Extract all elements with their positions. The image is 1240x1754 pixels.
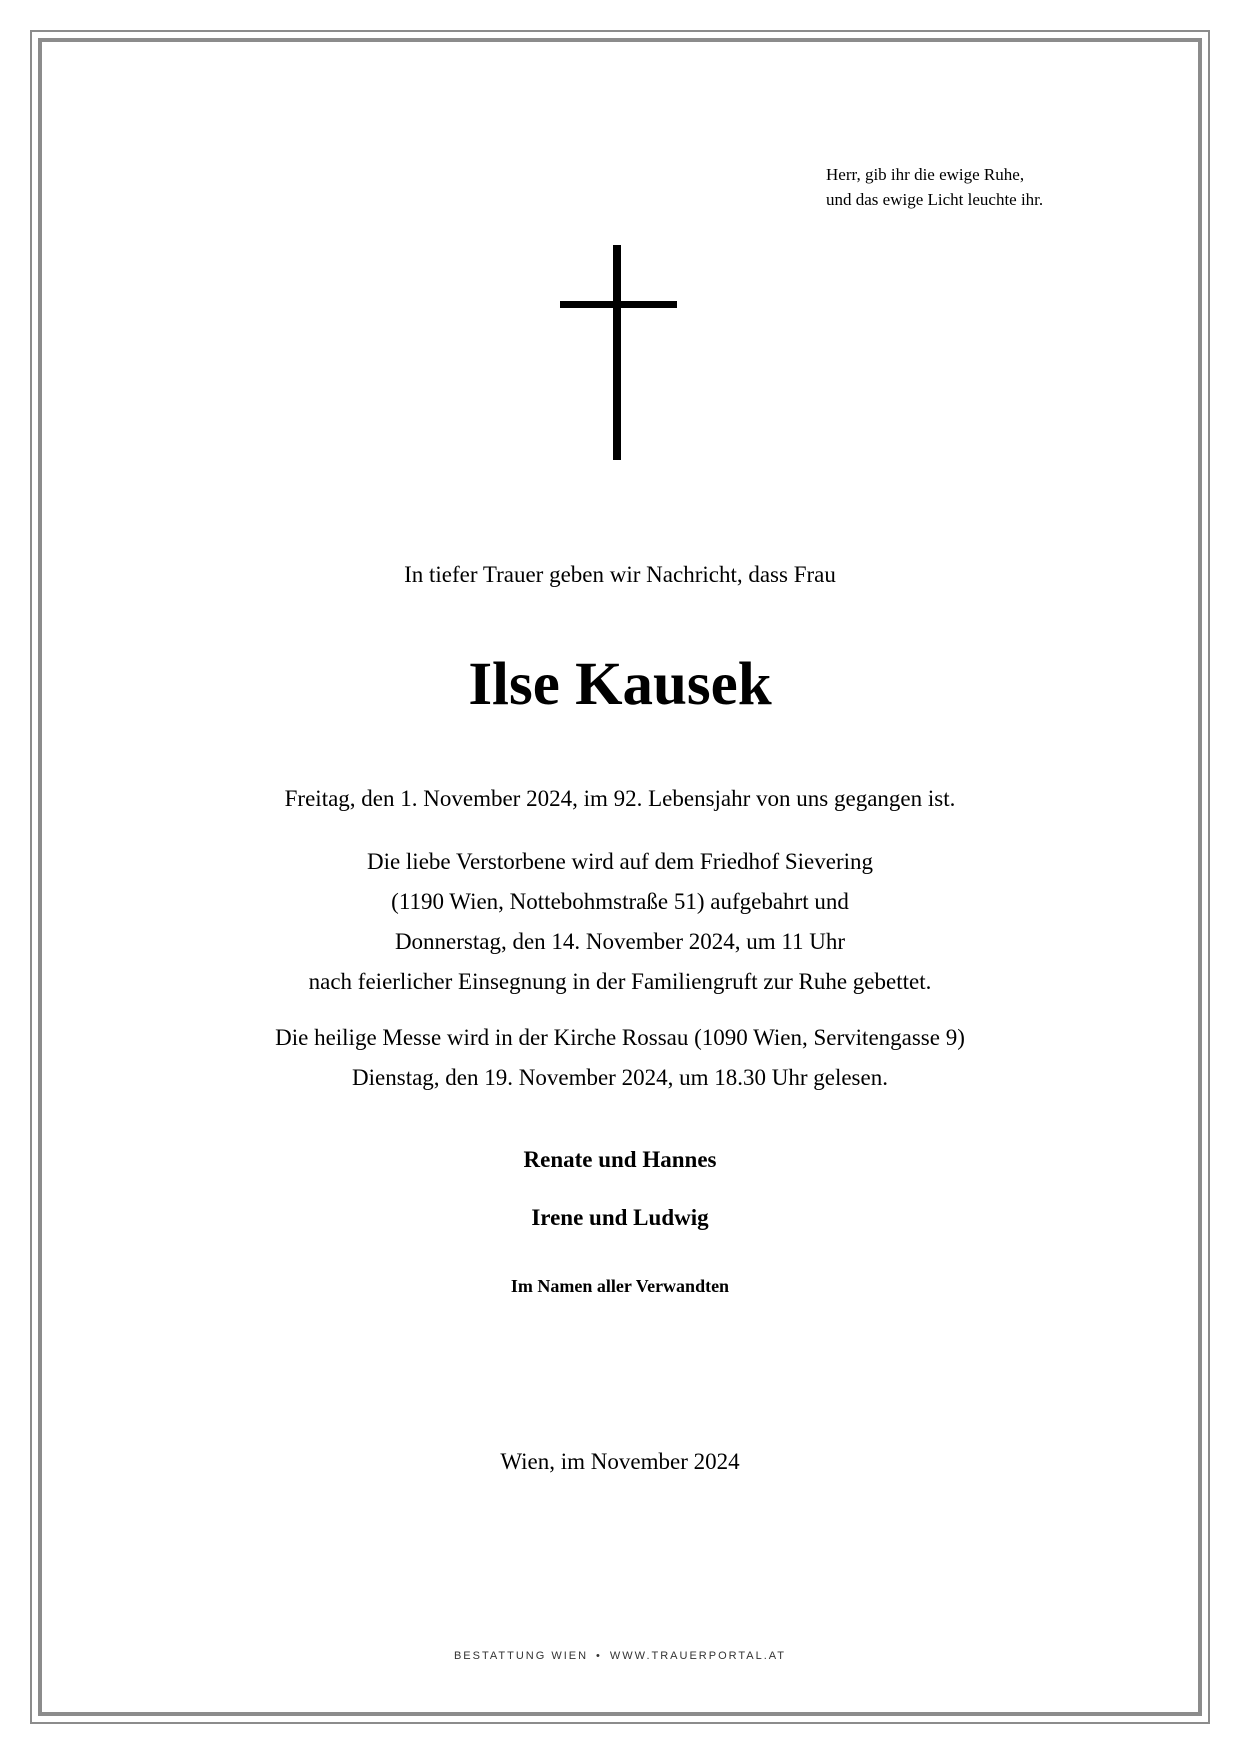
- intro-text: In tiefer Trauer geben wir Nachricht, dass Frau: [404, 562, 836, 587]
- mourner-name: Irene und Ludwig: [531, 1205, 709, 1230]
- prayer-motto: [826, 162, 1043, 212]
- mourner-name: Renate und Hannes: [523, 1147, 717, 1172]
- deceased-name: Ilse Kausek: [468, 651, 772, 718]
- footer-website-link[interactable]: WWW.TRAUERPORTAL.AT: [609, 1650, 787, 1662]
- footer-company: BESTATTUNG WIEN: [453, 1650, 589, 1662]
- burial-line: (1190 Wien, Nottebohmstraße 51) aufgebahrt und: [391, 889, 849, 914]
- burial-line: nach feierlicher Einsegnung in der Familiengruft zur Ruhe gebettet.: [308, 969, 932, 994]
- passing-text: Freitag, den 1. November 2024, im 92. Lebensjahr von uns gegangen ist.: [284, 786, 956, 811]
- footer-separator: •: [596, 1650, 602, 1662]
- burial-line: Die liebe Verstorbene wird auf dem Friedhof Sievering: [366, 849, 874, 874]
- latin-cross-icon: [560, 245, 680, 465]
- mass-line: Die heilige Messe wird in der Kirche Rossau (1090 Wien, Servitengasse 9): [275, 1025, 965, 1050]
- burial-paragraph: [0, 842, 1240, 1002]
- footer: [0, 1650, 1240, 1662]
- mass-paragraph: [0, 1018, 1240, 1098]
- relatives-note: Im Namen aller Verwandten: [510, 1276, 730, 1296]
- place-and-date: Wien, im November 2024: [500, 1449, 740, 1474]
- motto-line-2: und das ewige Licht leuchte ihr.: [826, 190, 1044, 209]
- burial-line: Donnerstag, den 14. November 2024, um 11 Uhr: [394, 929, 846, 954]
- mass-line: Dienstag, den 19. November 2024, um 18.30 Uhr gelesen.: [352, 1065, 888, 1090]
- motto-line-1: Herr, gib ihr die ewige Ruhe,: [826, 165, 1025, 184]
